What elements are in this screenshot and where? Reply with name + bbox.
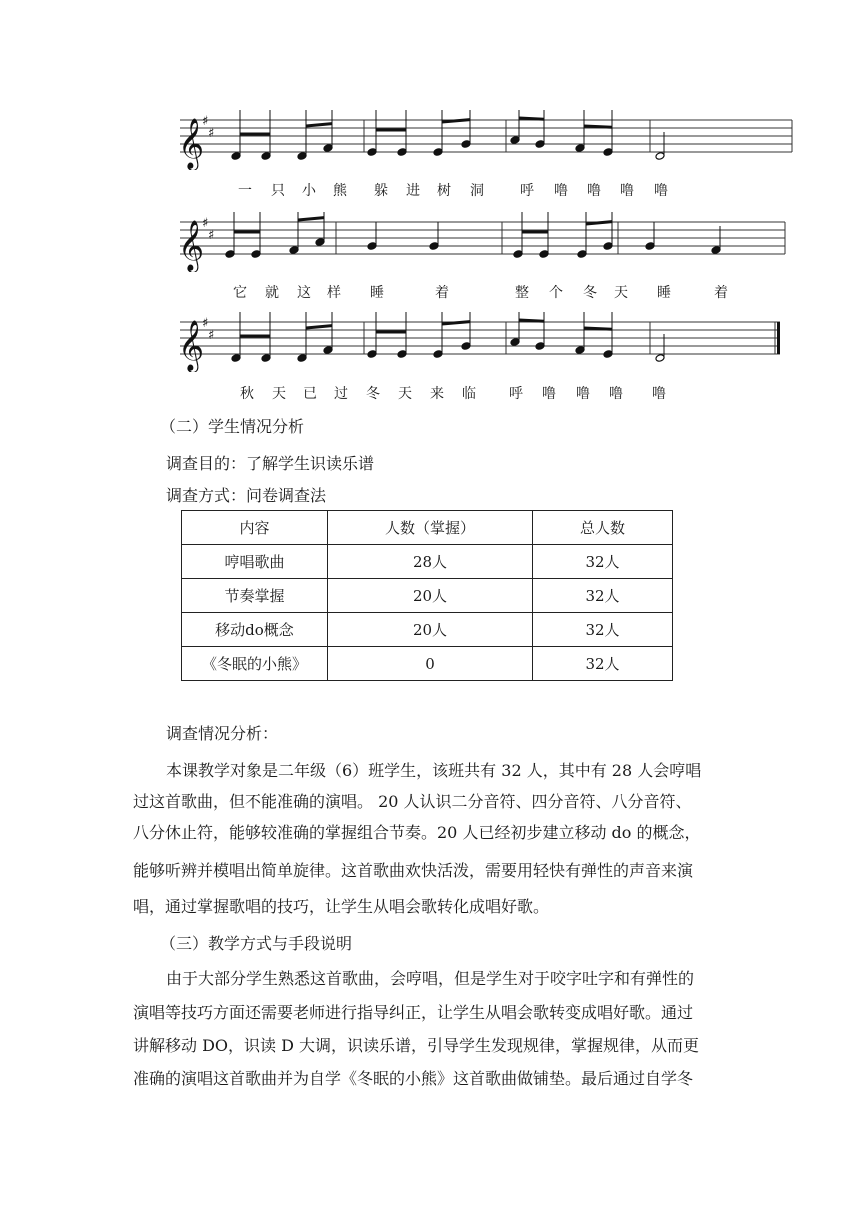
lyric-syllable: 来	[430, 386, 444, 402]
lyric-syllable: 进	[406, 183, 420, 199]
note-head	[535, 342, 545, 351]
lyric-syllable: 着	[714, 285, 728, 301]
lyric-syllable: 天	[614, 285, 628, 301]
table-cell: 《冬眠的小熊》	[182, 647, 328, 681]
note-head	[297, 152, 307, 161]
survey-table	[181, 510, 673, 681]
note-beam	[519, 118, 544, 119]
analysis-line: 唱，通过掌握歌唱的技巧，让学生从唱会歌转化成唱好歌。	[133, 897, 550, 916]
lyric-syllable: 这	[297, 285, 311, 301]
note-head	[655, 152, 665, 161]
lyrics-row-2	[0, 282, 860, 302]
note-head	[513, 250, 523, 259]
note-head	[461, 342, 471, 351]
sharp-icon: ♯	[202, 316, 209, 331]
lyric-syllable: 噜	[609, 386, 623, 402]
music-staff-1	[172, 110, 797, 170]
lyric-syllable: 睡	[657, 285, 671, 301]
note-head	[510, 136, 520, 145]
lyric-syllable: 睡	[370, 285, 384, 301]
lyric-syllable: 整	[515, 285, 529, 301]
lyric-syllable: 一	[238, 183, 252, 199]
lyric-syllable: 个	[549, 285, 563, 301]
section3-line: 讲解移动 DO，识读 D 大调，识读乐谱，引导学生发现规律，掌握规律，从而更	[133, 1036, 700, 1055]
note-head	[603, 148, 613, 157]
lyric-syllable: 洞	[470, 183, 484, 199]
lyric-syllable: 冬	[366, 386, 380, 402]
table-cell: 0	[328, 647, 533, 681]
note-beam	[519, 320, 544, 321]
section3-line: 演唱等技巧方面还需要老师进行指导纠正，让学生从唱会歌转变成唱好歌。通过	[133, 1003, 694, 1022]
note-head	[367, 242, 377, 251]
section-heading-2: （二）学生情况分析	[160, 417, 305, 436]
lyric-syllable: 噜	[652, 386, 666, 402]
note-head	[711, 246, 721, 255]
note-head	[225, 250, 235, 259]
lyrics-row-1	[0, 180, 860, 200]
note-head	[315, 238, 325, 247]
note-beam	[306, 326, 332, 328]
table-cell: 28人	[328, 545, 533, 579]
analysis-line: 过这首歌曲，但不能准确的演唱。 20 人认识二分音符、四分音符、八分音符、	[133, 792, 692, 811]
note-head	[603, 242, 613, 251]
note-head	[461, 140, 471, 149]
table-cell: 32人	[533, 647, 673, 681]
note-head	[510, 338, 520, 347]
sharp-icon: ♯	[202, 216, 209, 231]
note-head	[433, 148, 443, 157]
note-head	[289, 246, 299, 255]
note-head	[367, 148, 377, 157]
section3-line: 准确的演唱这首歌曲并为自学《冬眠的小熊》这首歌曲做铺垫。最后通过自学冬	[133, 1069, 694, 1088]
lyrics-row-3	[0, 383, 860, 403]
analysis-line: 能够听辨并模唱出简单旋律。这首歌曲欢快活泼，需要用轻快有弹性的声音来演	[133, 861, 694, 880]
lyric-syllable: 就	[265, 285, 279, 301]
table-cell: 移动do概念	[182, 613, 328, 647]
sharp-icon: ♯	[202, 114, 209, 129]
lyric-syllable: 冬	[583, 285, 597, 301]
note-beam	[298, 218, 324, 220]
table-cell: 20人	[328, 613, 533, 647]
lyric-syllable: 噜	[576, 386, 590, 402]
lyric-syllable: 临	[462, 386, 476, 402]
analysis-line: 八分休止符，能够较准确的掌握组合节奏。20 人已经初步建立移动 do 的概念，	[133, 823, 701, 842]
note-head	[575, 144, 585, 153]
note-head	[575, 346, 585, 355]
sharp-icon: ♯	[208, 126, 215, 141]
table-cell: 20人	[328, 579, 533, 613]
analysis-line: 本课教学对象是二年级（6）班学生，该班共有 32 人，其中有 28 人会哼唱	[166, 761, 702, 780]
lyric-syllable: 过	[334, 386, 348, 402]
lyric-syllable: 天	[398, 386, 412, 402]
treble-clef-icon: 𝄞	[178, 118, 205, 169]
table-cell: 哼唱歌曲	[182, 545, 328, 579]
treble-clef-icon: 𝄞	[178, 220, 205, 271]
table-row	[182, 545, 673, 579]
lyric-syllable: 呼	[520, 183, 534, 199]
note-head	[645, 242, 655, 251]
note-head	[397, 148, 407, 157]
lyric-syllable: 着	[435, 285, 449, 301]
lyric-syllable: 已	[303, 386, 317, 402]
note-head	[577, 250, 587, 259]
note-head	[323, 144, 333, 153]
note-head	[603, 350, 613, 359]
table-cell: 32人	[533, 545, 673, 579]
note-head	[655, 354, 665, 363]
note-head	[397, 350, 407, 359]
table-cell: 节奏掌握	[182, 579, 328, 613]
lyric-syllable: 噜	[620, 183, 634, 199]
section3-line: 由于大部分学生熟悉这首歌曲，会哼唱，但是学生对于咬字吐字和有弹性的	[166, 969, 695, 988]
treble-clef-icon: 𝄞	[178, 320, 205, 371]
note-beam	[306, 124, 332, 126]
lyric-syllable: 噜	[587, 183, 601, 199]
note-head	[261, 354, 271, 363]
lyric-syllable: 树	[437, 183, 451, 199]
survey-method: 调查方式：问卷调查法	[166, 486, 327, 505]
final-bar-line	[777, 322, 780, 354]
lyric-syllable: 只	[271, 183, 285, 199]
music-staff-2	[172, 212, 797, 272]
lyric-syllable: 天	[272, 386, 286, 402]
note-head	[429, 242, 439, 251]
lyric-syllable: 小	[302, 183, 316, 199]
analysis-heading: 调查情况分析：	[166, 724, 279, 743]
lyric-syllable: 噜	[542, 386, 556, 402]
table-header-cell: 总人数	[533, 511, 673, 545]
note-head	[367, 350, 377, 359]
table-cell: 32人	[533, 579, 673, 613]
lyric-syllable: 呼	[509, 386, 523, 402]
sharp-icon: ♯	[208, 328, 215, 343]
lyric-syllable: 样	[327, 285, 341, 301]
note-head	[231, 354, 241, 363]
table-header-cell: 人数（掌握）	[328, 511, 533, 545]
lyric-syllable: 噜	[654, 183, 668, 199]
table-row	[182, 579, 673, 613]
lyric-syllable: 噜	[554, 183, 568, 199]
table-header-cell: 内容	[182, 511, 328, 545]
note-head	[261, 152, 271, 161]
lyric-syllable: 秋	[240, 386, 254, 402]
table-row	[182, 647, 673, 681]
lyric-syllable: 它	[233, 285, 247, 301]
table-row	[182, 613, 673, 647]
note-head	[539, 250, 549, 259]
note-head	[323, 346, 333, 355]
note-head	[231, 152, 241, 161]
lyric-syllable: 躲	[374, 183, 388, 199]
note-head	[535, 140, 545, 149]
note-head	[433, 350, 443, 359]
sharp-icon: ♯	[208, 228, 215, 243]
note-head	[251, 250, 261, 259]
survey-purpose: 调查目的：了解学生识读乐谱	[166, 454, 375, 473]
note-beam	[584, 328, 612, 329]
note-head	[297, 354, 307, 363]
section-heading-3: （三）教学方式与手段说明	[160, 934, 353, 953]
lyric-syllable: 熊	[333, 183, 347, 199]
table-header-row	[182, 511, 673, 545]
note-beam	[584, 126, 612, 127]
music-staff-3	[172, 312, 797, 372]
table-cell: 32人	[533, 613, 673, 647]
